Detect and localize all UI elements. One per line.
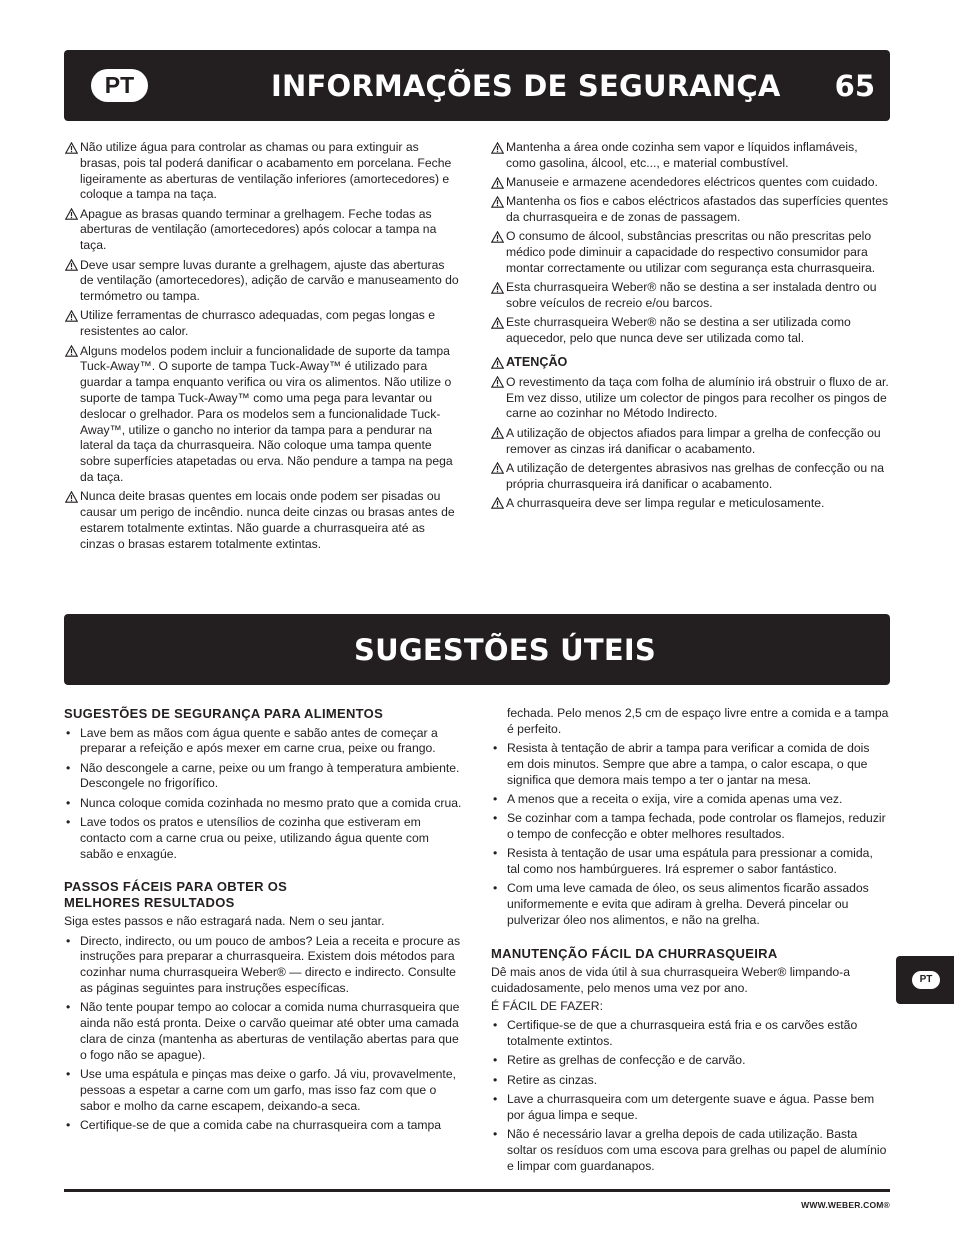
warning-item: Nunca deite brasas quentes em locais onde podem ser pisadas ou causar um perigo de incêndio. nunca deite cinzas ou brasas antes de estarem totalmente extintas. Não guarde a churrasqueira até as cinzas o brasas estarem totalmente extintas. [64, 489, 460, 552]
warning-item: Este churrasqueira Weber® não se destina a ser utilizada como aquecedor, pelo que nunca deve ser utilizada como tal. [490, 315, 890, 347]
warning-triangle-icon [491, 317, 504, 329]
warning-item: Deve usar sempre luvas durante a grelhagem, ajuste das aberturas de ventilação (amortecedores), adição de carvão e manuseamento do termómetro ou tampa. [64, 258, 460, 305]
warning-triangle-icon [491, 357, 504, 369]
attention-item: A utilização de detergentes abrasivos nas grelhas de confecção ou na própria churrasqueira irá danificar o acabamento. [490, 461, 890, 493]
food-safety-heading: SUGESTÕES DE SEGURANÇA PARA ALIMENTOS [64, 706, 384, 721]
warning-item: Utilize ferramentas de churrasco adequadas, com pegas longas e resistentes ao calor. [64, 308, 460, 340]
list-item: • Certifique-se de que a comida cabe na churrasqueira com a tampa [66, 1117, 442, 1132]
warning-triangle-icon [491, 497, 504, 509]
list-item: • Resista à tentação de abrir a tampa para verificar a comida de dois em dois minutos. Sempre que abre a tampa, o calor escapa, o que significa que demora mais tempo a ter o jantar na mesa. [493, 741, 870, 787]
warning-triangle-icon [491, 142, 504, 154]
list-item: • A menos que a receita o exija, vire a comida apenas uma vez. [493, 791, 843, 806]
maintenance-heading: MANUTENÇÃO FÁCIL DA CHURRASQUEIRA [491, 945, 778, 961]
easy-steps-heading: PASSOS FÁCEIS PARA OBTER OS MELHORES RESULTADOS [64, 879, 288, 910]
warning-triangle-icon [491, 231, 504, 243]
list-item: • Lave bem as mãos com água quente e sabão antes de começar a preparar a refeição e após mexer em carne crua, peixe ou frango. [66, 725, 438, 756]
list-item: • Lave todos os pratos e utensílios de cozinha que estiveram em contacto com a carne crua ou peixe, utilizando água quente com sabão e enxagúe. [66, 814, 429, 861]
attention-heading: ATENÇÃO [490, 355, 890, 371]
list-item: • Se cozinhar com a tampa fechada, pode controlar os flamejos, reduzir o tempo de confecção e obter melhores resultados. [493, 811, 886, 842]
section-header-safety [64, 50, 890, 121]
warning-item: Não utilize água para controlar as chamas ou para extinguir as brasas, pois tal poderá danificar o acabamento em porcelana. Feche ligeiramente as aberturas de ventilação inferiores (amortecedores) e coloque a tampa na taça. [64, 140, 460, 203]
language-badge: PT [91, 69, 148, 102]
attention-item: A churrasqueira deve ser limpa regular e meticulosamente. [490, 496, 890, 512]
side-language-badge: PT [912, 971, 940, 989]
list-item: • Resista à tentação de usar uma espátula para pressionar a comida, tal como nos hambúrgueres. Irá espremer o sabor fantástico. [493, 846, 873, 877]
warning-triangle-icon [65, 142, 78, 154]
list-item: • Não tente poupar tempo ao colocar a comida numa churrasqueira que ainda não está pronta. Deixe o carvão queimar até obter uma camada clara de cinza (mantenha as aberturas de ventilação abertas para que o fogo não se apague). [66, 1000, 460, 1062]
list-item: • Retire as grelhas de confecção e de carvão. [493, 1053, 746, 1068]
warning-triangle-icon [491, 282, 504, 294]
footer-divider [64, 1189, 890, 1192]
list-item: • Lave a churrasqueira com um detergente suave e água. Passe bem por água limpa e seque. [493, 1091, 875, 1122]
food-safety-list [64, 726, 462, 863]
safety-column-right [490, 140, 890, 515]
warning-item: Esta churrasqueira Weber® não se destina a ser instalada dentro ou sobre veículos de recreio e/ou barcos. [490, 280, 890, 312]
warning-triangle-icon [65, 310, 78, 322]
warning-triangle-icon [491, 427, 504, 439]
warning-item: Alguns modelos podem incluir a funcionalidade de suporte da tampa Tuck-Away™. O suporte de tampa Tuck-Away™ é utilizado para guardar a tampa enquanto verifica ou vira os alimentos. Não utilize o suporte de tampa Tuck-Away™ como uma pega para levantar ou deslocar o grelhador. Para os modelos sem a funcionalidade Tuck-Away™, utilize o gancho no interior da tampa para a pendurar na lateral da taça da churrasqueira. Não coloque uma tampa quente sobre superfícies atapetadas ou erva. Não pendure a tampa na pega da taça. [64, 344, 460, 486]
maintenance-intro: Dê mais anos de vida útil à sua churrasqueira Weber® limpando-a cuidadosamente, pelo menos uma vez por ano. [491, 965, 850, 996]
warning-triangle-icon [491, 177, 504, 189]
warning-item: Apague as brasas quando terminar a grelhagem. Feche todas as aberturas de ventilação (amortecedores) após colocar a tampa na taça. [64, 207, 460, 254]
warning-item: Manuseie e armazene acendedores eléctricos quentes com cuidado. [490, 175, 890, 191]
maintenance-easy-label: É FÁCIL DE FAZER: [491, 998, 603, 1013]
warning-triangle-icon [491, 462, 504, 474]
side-language-tab [896, 956, 954, 1004]
easy-steps-intro: Siga estes passos e não estragará nada. Nem o seu jantar. [64, 914, 385, 929]
warning-triangle-icon [65, 491, 78, 503]
list-item: • Use uma espátula e pinças mas deixe o garfo. Já viu, provavelmente, pessoas a espetar a carne com um garfo, mas isso faz com que o sabor e molho da carne escapem, deixando-a seca. [66, 1067, 456, 1113]
attention-item: O revestimento da taça com folha de alumínio irá obstruir o fluxo de ar. Em vez disso, utilize um colector de pingos para recolher os pingos de carne ao cozinhar no Método Indirecto. [490, 375, 890, 422]
tips-column-right [491, 706, 889, 1178]
warning-triangle-icon [491, 196, 504, 208]
page-title: INFORMAÇÕES DE SEGURANÇA [271, 69, 781, 103]
tips-column-left [64, 706, 462, 1137]
list-item: • Certifique-se de que a churrasqueira está fria e os carvões estão totalmente extintos. [493, 1018, 858, 1049]
warning-triangle-icon [65, 345, 78, 357]
list-item: • Com uma leve camada de óleo, os seus alimentos ficarão assados uniformemente e evita que adiram à grelha. Deverá pincelar ou pulverizar óleo nos alimentos, e não na grelha. [493, 881, 869, 928]
warning-triangle-icon [65, 259, 78, 271]
section-header-tips [64, 614, 890, 685]
list-item: • Não é necessário lavar a grelha depois de cada utilização. Basta soltar os resíduos com uma escova para grelhas ou papel de alumínio e limpar com guardanapos. [493, 1127, 887, 1173]
section-title: SUGESTÕES ÚTEIS [354, 633, 656, 667]
maintenance-list [491, 1018, 889, 1174]
easy-steps-list [64, 934, 462, 1134]
safety-column-left [64, 140, 460, 556]
list-item: • Directo, indirecto, ou um pouco de ambos? Leia a receita e procure as instruções para preparar a churrasqueira. Existem dois métodos para cozinhar numa churrasqueira Weber® — directo e indirecto. Consulte as páginas seguintes para instruções específicas. [66, 933, 461, 996]
warning-item: Mantenha os fios e cabos eléctricos afastados das superfícies quentes da churrasqueira e de zonas de passagem. [490, 194, 890, 226]
list-item: • Não descongele a carne, peixe ou um frango à temperatura ambiente. Descongele no frigorífico. [66, 760, 460, 791]
list-item: • Nunca coloque comida cozinhada no mesmo prato que a comida crua. [66, 795, 462, 810]
warning-triangle-icon [65, 208, 78, 220]
page-number: 65 [834, 69, 875, 103]
easy-steps-list-continued [491, 741, 889, 929]
warning-triangle-icon [491, 376, 504, 388]
warning-item: O consumo de álcool, substâncias prescritas ou não prescritas pelo médico pode diminuir a capacidade do respectivo consumidor para montar correctamente ou utilizar com segurança esta churrasqueira. [490, 229, 890, 276]
footer-url: WWW.WEBER.COM® [801, 1200, 890, 1210]
warning-item: Mantenha a área onde cozinha sem vapor e líquidos inflamáveis, como gasolina, álcool, etc..., e material combustível. [490, 140, 890, 172]
list-item: • Retire as cinzas. [493, 1072, 598, 1087]
attention-item: A utilização de objectos afiados para limpar a grelha de confecção ou remover as cinzas irá danificar o acabamento. [490, 426, 890, 458]
list-item-continuation: fechada. Pelo menos 2,5 cm de espaço livre entre a comida e a tampa é perfeito. [507, 706, 889, 736]
